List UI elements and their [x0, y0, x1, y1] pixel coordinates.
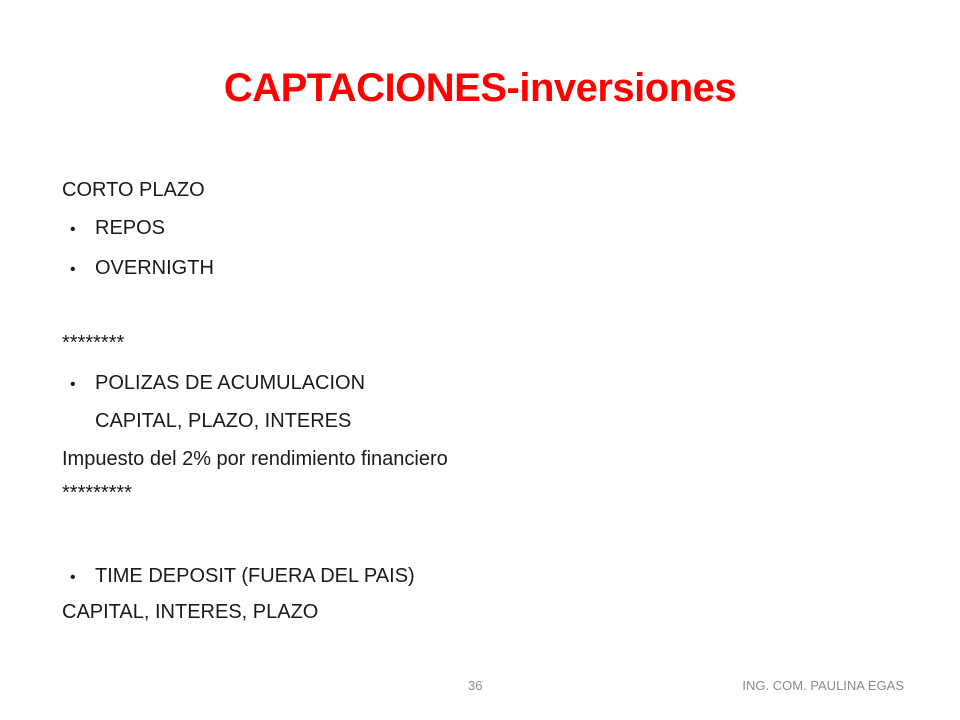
bullet-dot-icon: • [70, 376, 76, 393]
separator-stars-2: ********* [62, 482, 133, 504]
list-item-label: POLIZAS DE ACUMULACION [95, 372, 366, 394]
list-item-label: REPOS [95, 217, 166, 239]
list-item-label: OVERNIGTH [95, 257, 214, 279]
list-item-polizas [70, 370, 365, 398]
slide-title: CAPTACIONES-inversiones [223, 66, 737, 110]
list-item-label: TIME DEPOSIT (FUERA DEL PAIS) [95, 565, 415, 587]
bullet-dot-icon: • [70, 221, 76, 238]
list-item-repos [70, 215, 165, 243]
bullet-dot-icon: • [70, 569, 76, 586]
list-item-time-deposit [70, 563, 415, 591]
bullet-dot-icon: • [70, 261, 76, 278]
text-impuesto: Impuesto del 2% por rendimiento financiero [62, 448, 448, 470]
list-item-overnigth [70, 255, 214, 283]
footer-author: ING. COM. PAULINA EGAS [742, 678, 904, 693]
heading-corto-plazo: CORTO PLAZO [62, 179, 205, 201]
sub-text-capital-plazo-interes: CAPITAL, PLAZO, INTERES [95, 410, 352, 432]
page-number: 36 [468, 678, 483, 693]
separator-stars-1: ******** [62, 332, 125, 354]
text-capital-interes-plazo: CAPITAL, INTERES, PLAZO [62, 601, 319, 623]
